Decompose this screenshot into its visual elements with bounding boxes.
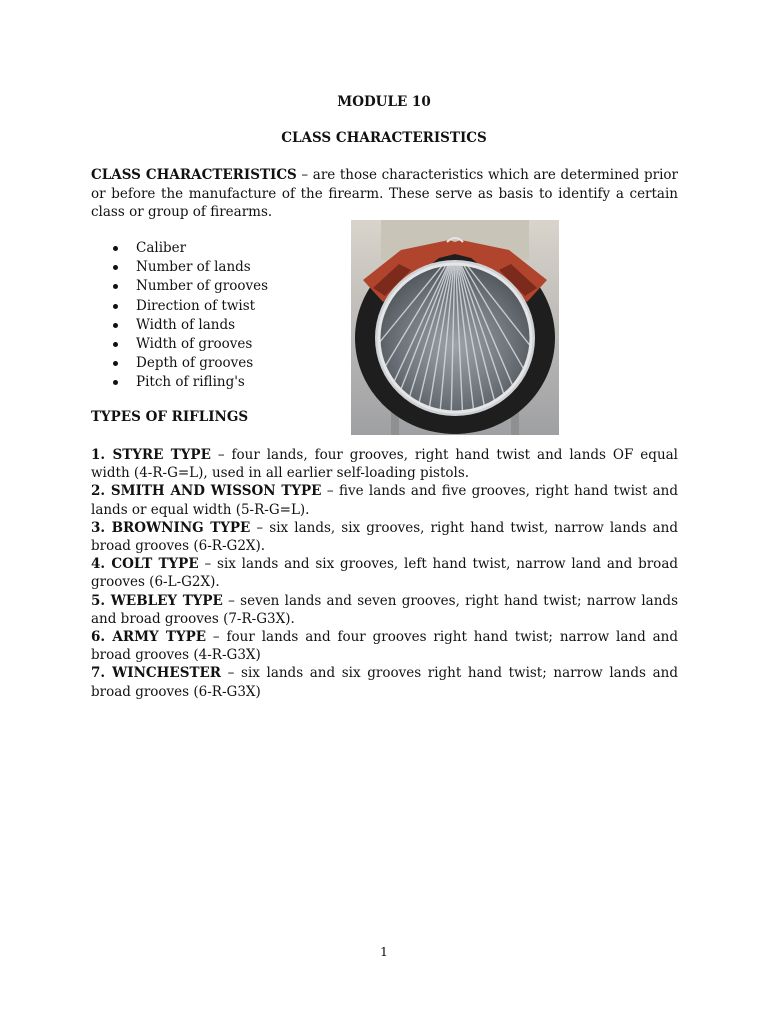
list-item: Number of grooves — [110, 277, 268, 296]
module-title: MODULE 10 — [337, 94, 431, 110]
type-name: 6. ARMY TYPE — [91, 629, 207, 646]
intro-paragraph — [91, 166, 678, 222]
list-item — [91, 555, 678, 591]
list-item: Direction of twist — [110, 297, 268, 316]
type-name: 1. STYRE TYPE — [91, 447, 211, 463]
list-item — [91, 592, 678, 628]
list-item — [91, 446, 678, 482]
type-name: 5. WEBLEY TYPE — [91, 592, 223, 609]
type-description: – six lands and six grooves right hand twist; narrow lands and broad grooves (6-R-G3X) — [91, 665, 678, 700]
type-name: 4. COLT TYPE — [91, 556, 199, 573]
type-description: – seven lands and seven grooves, right hand twist; narrow lands and broad grooves (7-R-G3X). — [91, 592, 678, 627]
list-item: Depth of grooves — [110, 354, 268, 373]
list-item: Pitch of rifling's — [110, 373, 268, 392]
list-item — [91, 664, 678, 700]
type-name: 3. BROWNING TYPE — [91, 519, 251, 536]
type-name: 7. WINCHESTER — [91, 665, 222, 682]
rifling-types-list — [91, 446, 678, 701]
intro-text: – are those characteristics which are determined prior or before the manufacture of the firearm. These serve as basis to identify a certain class or group of firearms. — [91, 167, 678, 220]
list-item — [91, 628, 678, 664]
page-number: 1 — [380, 944, 388, 959]
intro-term: CLASS CHARACTERISTICS — [91, 167, 297, 183]
section-title: CLASS CHARACTERISTICS — [281, 130, 487, 146]
list-item — [91, 519, 678, 555]
types-heading: TYPES OF RIFLINGS — [91, 409, 249, 425]
list-item: Width of lands — [110, 316, 268, 335]
type-description: – six lands and six grooves, left hand twist, narrow land and broad grooves (6-L-G2X). — [91, 556, 679, 591]
type-description: – four lands, four grooves, right hand twist and lands OF equal width (4-R-G=L), used in all earlier self-loading pistols. — [91, 447, 678, 482]
type-name: 2. SMITH AND WISSON TYPE — [91, 483, 322, 500]
list-item: Width of grooves — [110, 335, 268, 354]
type-description: – four lands and four grooves right hand twist; narrow land and broad grooves (4-R-G3X) — [91, 629, 678, 664]
type-description: – six lands, six grooves, right hand twist, narrow lands and broad grooves (6-R-G2X). — [91, 519, 678, 555]
list-item — [91, 482, 678, 518]
characteristics-list — [110, 239, 268, 393]
type-description: – five lands and five grooves, right hand twist and lands or equal width (5-R-G=L). — [91, 483, 678, 518]
list-item: Number of lands — [110, 258, 268, 277]
list-item: Caliber — [110, 239, 268, 258]
rifled-barrel-photo — [351, 220, 559, 435]
